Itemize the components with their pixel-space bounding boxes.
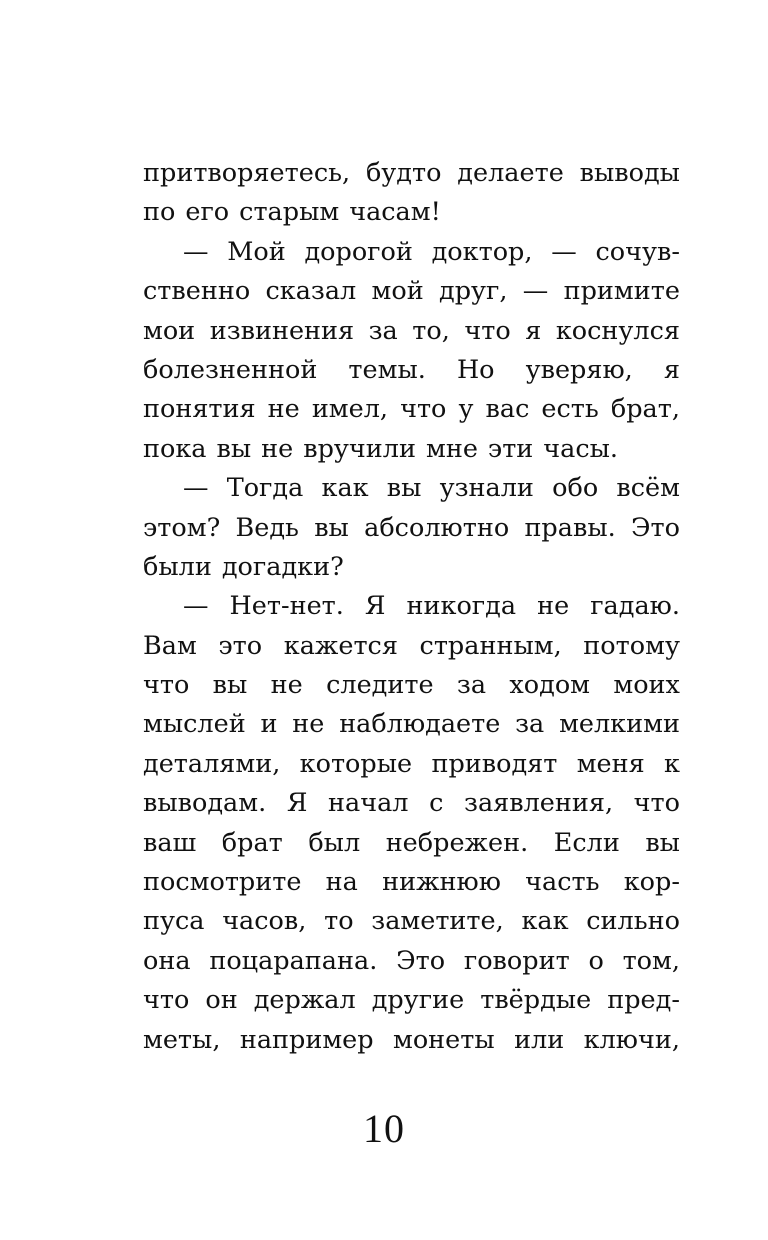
word: кор- [623,867,680,898]
word: меты, [143,1024,221,1055]
text-line [143,942,680,981]
word: деталями, [143,748,281,779]
word: этом? [143,512,221,543]
text-line [143,981,680,1020]
word: мыслей [143,709,246,740]
word: пока [143,433,207,464]
text-line [143,390,680,429]
word: вас [485,394,530,425]
word: ключи, [583,1024,680,1055]
word: вы [314,512,349,543]
word: Тогда [226,473,304,504]
word: догадки? [221,551,344,582]
word: посмотрите [143,867,302,898]
word: обо [552,473,599,504]
word: Если [553,827,620,858]
text-line [143,824,680,863]
word: о [588,945,604,976]
word: вы [386,473,422,504]
word: пред- [607,985,680,1016]
word: мне [425,433,478,464]
word: Я [364,591,386,622]
word: небрежен. [385,827,529,858]
word: это [218,630,263,661]
word: за [515,709,545,740]
word: старым [239,197,340,228]
word: Ведь [235,512,299,543]
word: имел, [311,394,389,425]
word: которые [299,748,413,779]
word: друг, [439,276,508,307]
word: твёрдые [480,985,592,1016]
word: то [324,906,354,937]
text-line [143,312,680,351]
word: — [183,473,209,504]
word: темы. [348,354,426,385]
word: делаете [457,158,564,188]
text-line [143,272,680,311]
word: том, [622,945,680,976]
text-line [143,193,680,232]
word: часы. [543,433,619,464]
word: с [429,788,444,819]
word: я [525,315,542,346]
word: что [143,670,190,701]
word: на [325,867,358,898]
word: странным, [419,630,562,661]
word: Я [286,788,308,819]
word: ственно [143,276,251,307]
word: нижнюю [382,867,501,898]
word: Но [456,354,495,385]
word: заметите, [371,906,504,937]
word: — [522,276,549,307]
word: вручили [303,433,416,464]
text-line [143,705,680,744]
word: извинения [209,315,355,346]
word: не [292,709,325,740]
text-line [143,509,680,548]
word: потому [583,630,680,661]
word: следите [326,670,434,701]
word: за [456,670,487,701]
word: правы. [524,512,616,543]
word: мелкими [559,709,680,740]
word: наблюдаете [339,709,501,740]
word: был [308,827,361,858]
word: болезненной [143,354,318,385]
word: коснулся [555,315,680,346]
word: она [143,945,191,976]
word: никогда [406,591,517,622]
word: притворяетесь, [143,158,351,188]
word: абсолютно [364,512,510,543]
word: кажется [283,630,398,661]
word: мой [371,276,424,307]
text-line [143,233,680,272]
word: поцарапана. [209,945,378,976]
word: Нет-нет. [229,591,344,622]
word: доктор, [431,236,533,267]
word: понятия [143,394,256,425]
word: что [633,788,680,819]
text-line [143,548,680,587]
word: другие [371,985,465,1016]
word: заявления, [464,788,614,819]
text-line [143,745,680,784]
word: вы [216,433,252,464]
text-line [143,627,680,666]
word: сильно [586,906,680,937]
word: Это [630,512,680,543]
word: выводы [579,158,680,188]
word: Это [396,945,446,976]
text-line [143,666,680,705]
word: сказал [265,276,357,307]
word: пуса [143,906,205,937]
word: брат, [610,394,680,425]
word: начал [328,788,409,819]
word: или [514,1024,565,1055]
word: не [537,591,570,622]
word: часов, [222,906,307,937]
text-line [143,1021,680,1060]
word: говорит [463,945,570,976]
word: как [521,906,569,937]
text-line [143,469,680,508]
text-line [143,351,680,390]
word: — [183,591,209,622]
word: я [663,354,680,385]
word: что [464,315,511,346]
word: — [183,236,209,267]
word: гадаю. [590,591,680,622]
word: дорогой [304,236,413,267]
word: часть [525,867,600,898]
word: ходом [509,670,591,701]
word: держал [253,985,356,1016]
word: вы [212,670,248,701]
text-line [143,902,680,941]
word: и [260,709,278,740]
word: он [205,985,238,1016]
word: монеты [392,1024,495,1055]
word: что [143,985,190,1016]
word: всём [616,473,680,504]
word: то, [412,315,450,346]
word: уверяю, [525,354,633,385]
word: выводам. [143,788,267,819]
word: как [321,473,369,504]
text-line [143,863,680,902]
word: не [261,433,294,464]
word: не [270,670,303,701]
word: ваш [143,827,197,858]
word: будто [365,158,442,188]
text-line [143,430,680,469]
word: приводят [431,748,558,779]
word: по [143,197,176,228]
word: — [551,236,577,267]
word: моих [613,670,680,701]
word: часам! [349,197,441,228]
word: его [185,197,230,228]
word: узнали [439,473,534,504]
body-text [143,154,680,1060]
word: брат [221,827,283,858]
word: примите [563,276,680,307]
word: например [239,1024,374,1055]
word: к [664,748,680,779]
word: меня [576,748,645,779]
word: не [267,394,300,425]
word: эти [487,433,534,464]
word: Мой [227,236,286,267]
word: сочув- [595,236,680,267]
word: мои [143,315,196,346]
word: у [458,394,474,425]
word: были [143,551,212,582]
word: есть [541,394,599,425]
word: что [400,394,447,425]
text-line [143,154,680,193]
page-number: 10 [363,1106,405,1151]
text-line [143,587,680,626]
word: за [368,315,398,346]
text-line [143,784,680,823]
word: Вам [143,630,197,661]
word: вы [645,827,680,858]
